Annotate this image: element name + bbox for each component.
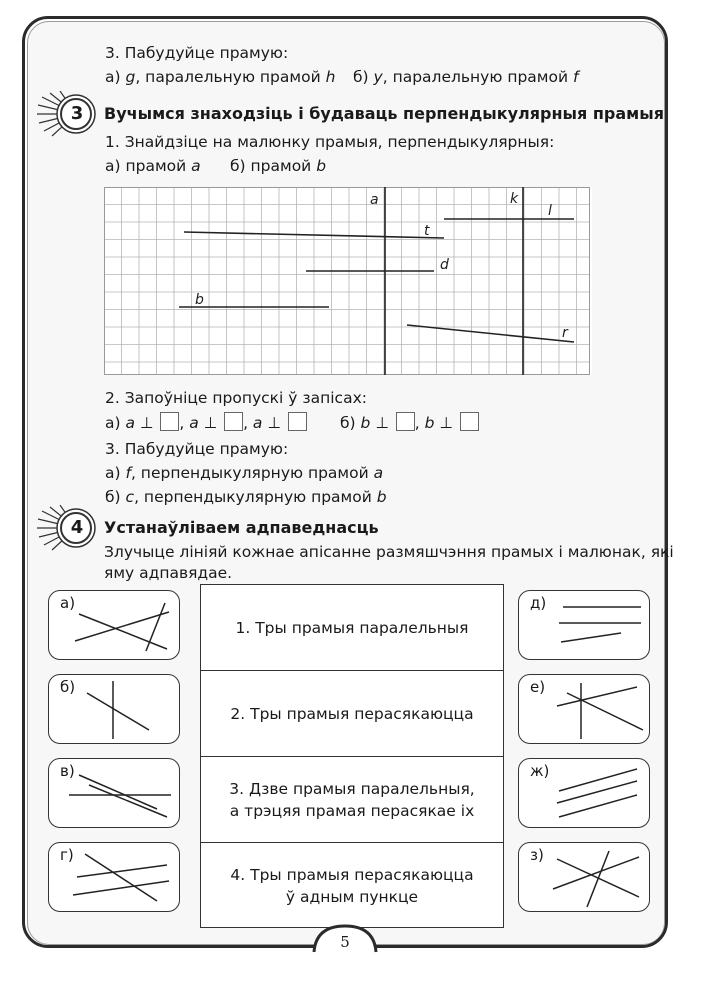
card-f-label: е) [530,678,546,696]
card-h-label: з) [530,846,544,864]
section-4-title: Устанаўліваем адпаведнасць [104,518,379,537]
q1-a: а) прамой a [105,157,201,175]
section-3-title: Вучымся знаходзіць і будаваць перпендыкулярныя прамыя [104,104,664,123]
description-1[interactable]: 1. Тры прамыя паралельныя [201,585,503,671]
answer-box[interactable] [160,412,179,431]
card-e-lines [519,591,651,661]
card-a-lines [49,591,181,661]
card-d[interactable] [48,842,180,912]
card-b[interactable] [48,674,180,744]
q3-text: 3. Пабудуйце прамую: [105,440,289,458]
card-h-lines [519,843,651,913]
section-4-number: 4 [70,517,84,538]
section-3-number: 3 [70,103,84,124]
card-g[interactable] [518,758,650,828]
card-e-label: д) [530,594,547,612]
card-b-label: б) [60,678,76,696]
description-column [200,584,504,928]
description-4[interactable]: 4. Тры прамыя перасякаюцца ў адным пункце [230,866,474,906]
grid-label-r: r [562,325,568,341]
task-item-a: а) g, паралельную прамой h [105,68,336,86]
card-g-label: ж) [530,762,550,780]
card-h[interactable] [518,842,650,912]
card-c-label: в) [60,762,75,780]
grid-label-a: a [370,192,379,208]
grid-label-b: b [195,292,204,308]
q2-text: 2. Запоўніце пропускі ў запісах: [105,389,367,407]
card-f-lines [519,675,651,745]
q2-b: б) b ⊥ , b ⊥ [340,412,479,433]
q3-a: а) f, перпендыкулярную прамой a [105,464,384,482]
card-g-lines [519,759,651,829]
card-d-label: г) [60,846,74,864]
card-c-lines [49,759,181,829]
instruction-line-2: яму адпавядае. [104,564,233,582]
description-3[interactable]: 3. Дзве прамыя паралельныя, а трэцяя прамая перасякае іх [201,757,503,843]
task-heading: 3. Пабудуйце прамую: [105,44,289,62]
card-b-lines [49,675,181,745]
instruction-line-1: Злучыце лініяй кожнае апісанне размяшчэння прамых і малюнак, які [104,543,674,561]
card-d-lines [49,843,181,913]
grid-label-t: t [424,223,430,239]
grid-label-k: k [510,191,519,207]
grid-label-l: l [548,203,552,219]
q3-b: б) c, перпендыкулярную прамой b [105,488,387,506]
task-item-b: б) y, паралельную прамой f [353,68,579,86]
grid-label-d: d [440,257,449,273]
q1-b: б) прамой b [230,157,327,175]
description-2[interactable]: 2. Тры прамыя перасякаюцца [201,671,503,757]
card-e[interactable] [518,590,650,660]
card-a[interactable] [48,590,180,660]
card-f[interactable] [518,674,650,744]
answer-box[interactable] [224,412,243,431]
answer-box[interactable] [288,412,307,431]
line-grid-figure [104,187,592,377]
card-a-label: а) [60,594,76,612]
answer-box[interactable] [460,412,479,431]
answer-box[interactable] [396,412,415,431]
q1-text: 1. Знайдзіце на малюнку прамыя, перпендыкулярныя: [105,133,555,151]
card-c[interactable] [48,758,180,828]
q2-a: а) a ⊥ , a ⊥ , a ⊥ [105,412,307,433]
page-number: 5 [340,933,350,951]
